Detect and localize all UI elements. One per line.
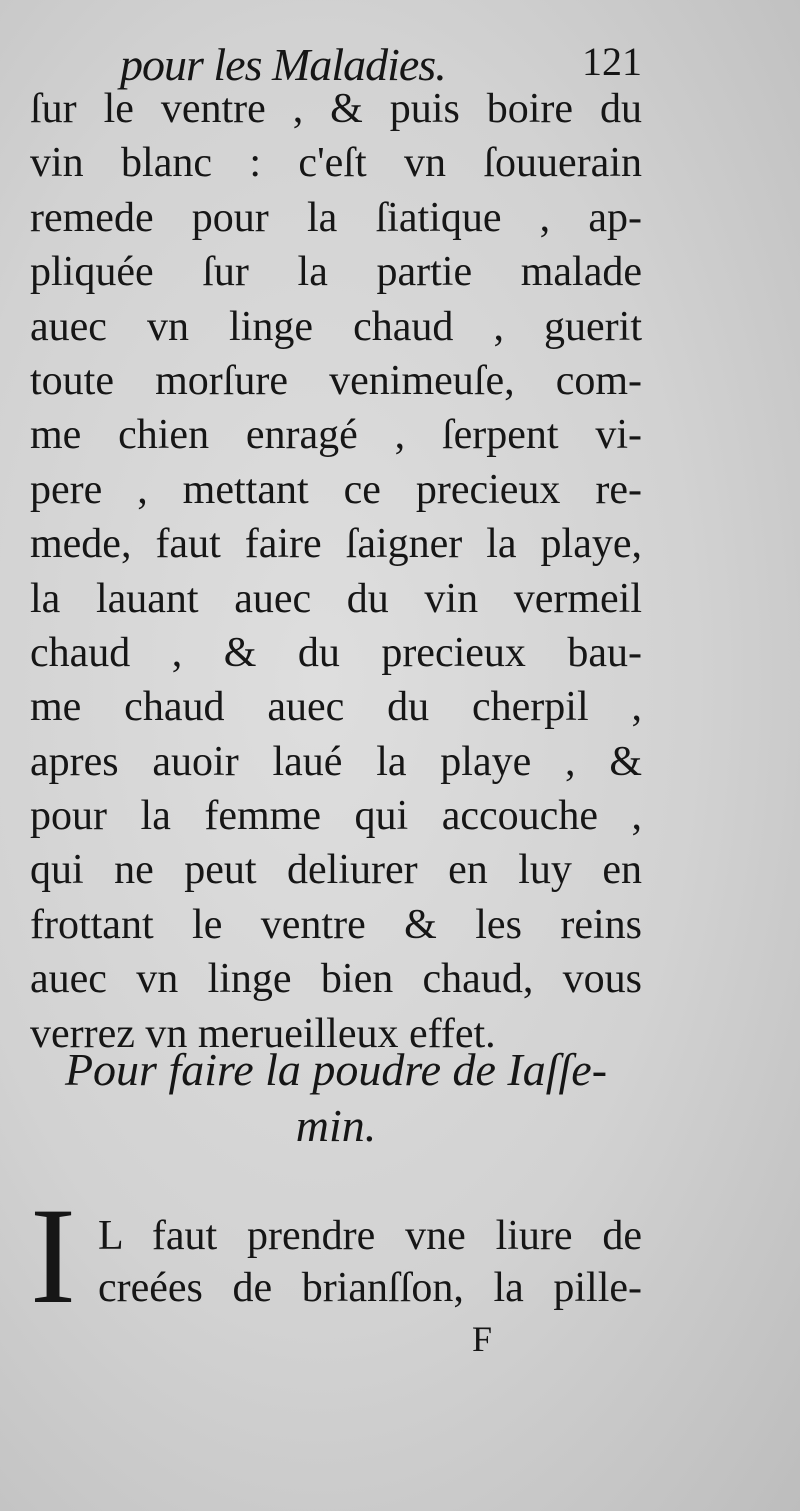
text-line: auec vn linge bien chaud, vous bbox=[30, 956, 642, 1003]
drop-cap-initial: I bbox=[30, 1179, 76, 1332]
paragraph-text bbox=[98, 1210, 642, 1314]
text-line: remede pour la ſiatique , ap- bbox=[30, 194, 642, 241]
section-heading-line: min. bbox=[295, 1100, 377, 1151]
text-line: vin blanc : c'eſt vn ſouuerain bbox=[30, 140, 642, 187]
page-number: 121 bbox=[582, 39, 642, 84]
text-line: pere , mettant ce precieux re- bbox=[30, 466, 642, 513]
text-line: chaud , & du precieux bau- bbox=[30, 629, 642, 676]
text-line: L faut prendre vne liure de bbox=[98, 1213, 642, 1259]
text-line: pliquée ſur la partie malade bbox=[30, 249, 642, 296]
text-line: auec vn linge chaud , guerit bbox=[30, 303, 642, 350]
text-line: me chaud auec du cherpil , bbox=[30, 684, 642, 731]
text-line: me chien enragé , ſerpent vi- bbox=[30, 412, 642, 459]
text-line: creées de brianſſon, la pille- bbox=[98, 1265, 642, 1311]
signature-mark: F bbox=[472, 1319, 493, 1359]
body-text bbox=[30, 82, 642, 1061]
section-heading-line: Pour faire la poudre de Iaſſe- bbox=[64, 1044, 608, 1095]
text-line: apres auoir laué la playe , & bbox=[30, 738, 642, 785]
section-heading bbox=[30, 1042, 642, 1154]
text-line: toute morſure venimeuſe, com- bbox=[30, 357, 642, 404]
text-line: mede, faut faire ſaigner la playe, bbox=[30, 521, 642, 568]
text-line: pour la femme qui accouche , bbox=[30, 793, 642, 840]
text-line: la lauant auec du vin vermeil bbox=[30, 575, 642, 622]
text-line: frottant le ventre & les reins bbox=[30, 901, 642, 948]
running-head: pour les Maladies. bbox=[120, 39, 446, 90]
text-line-last: verrez vn merueilleux effet. bbox=[30, 1010, 496, 1057]
text-line: ſur le ventre , & puis boire du bbox=[30, 86, 642, 132]
text-line: qui ne peut deliurer en luy en bbox=[30, 847, 642, 894]
